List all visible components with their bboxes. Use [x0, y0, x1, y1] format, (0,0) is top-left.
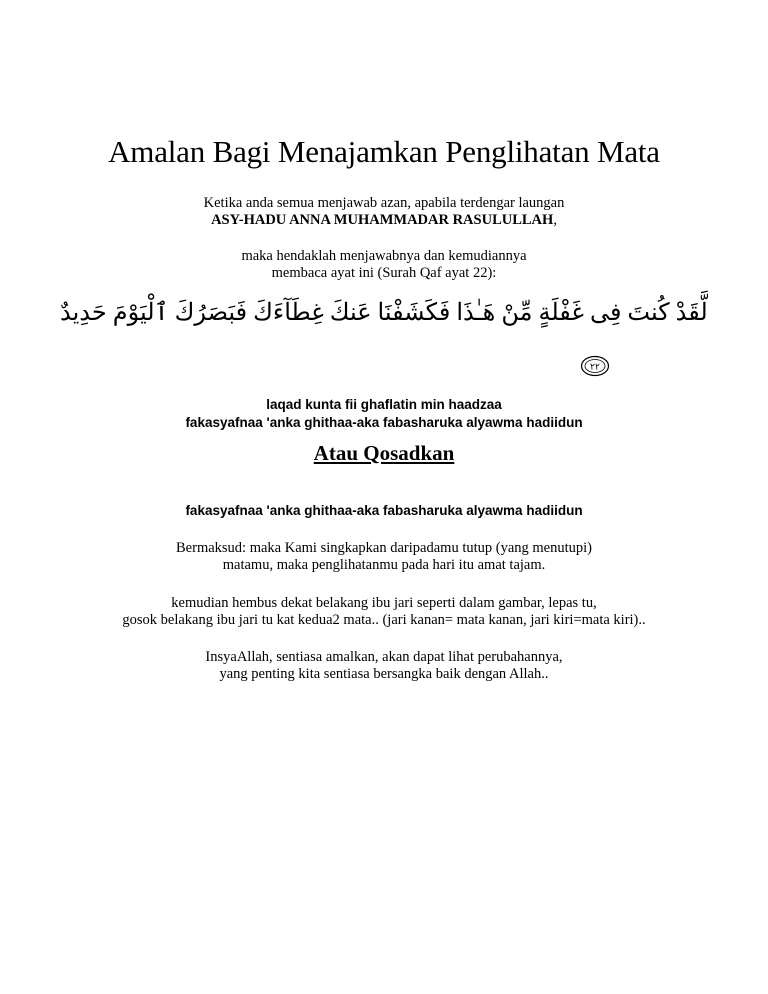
instruction-line-2: membaca ayat ini (Surah Qaf ayat 22): — [271, 265, 497, 281]
intro-line-1: Ketika anda semua menjawab azan, apabila terdengar laungan — [203, 195, 565, 211]
shahada-comma: , — [553, 212, 557, 228]
meaning-line-1: Bermaksud: maka Kami singkapkan daripadamu tutup (yang menutupi) — [176, 540, 592, 556]
arabic-verse: لَّقَدْ كُنتَ فِى غَفْلَةٍ مِّنْ هَـٰذَا فَكَشَفْنَا عَنكَ غِطَآءَكَ فَبَصَرُكَ ٱلْيَوْمَ حَدِيدٌ — [60, 300, 708, 326]
ayah-number: ٢٢ — [590, 362, 600, 373]
shahada-text: ASY-HADU ANNA MUHAMMADAR RASULULLAH — [211, 212, 554, 228]
closing-line-2: yang penting kita sentiasa bersangka baik dengan Allah.. — [219, 666, 549, 682]
transliteration-alt: fakasyafnaa 'anka ghithaa-aka fabasharuka alyawma hadiidun — [185, 503, 583, 518]
steps-line-2: gosok belakang ibu jari tu kat kedua2 mata.. (jari kanan= mata kanan, jari kiri=mata kiri).. — [122, 612, 646, 628]
transliteration-line-2: fakasyafnaa 'anka ghithaa-aka fabasharuka alyawma hadiidun — [185, 415, 583, 430]
ayah-number-mark — [580, 355, 610, 377]
section-heading-atau-qosadkan: Atau Qosadkan — [313, 441, 455, 465]
page-title: Amalan Bagi Menajamkan Penglihatan Mata — [108, 134, 660, 169]
instruction-line-1: maka hendaklah menjawabnya dan kemudiannya — [241, 248, 527, 264]
meaning-line-2: matamu, maka penglihatanmu pada hari itu amat tajam. — [222, 557, 546, 573]
intro-line-2 — [0, 212, 768, 229]
steps-line-1: kemudian hembus dekat belakang ibu jari seperti dalam gambar, lepas tu, — [171, 595, 597, 611]
closing-line-1: InsyaAllah, sentiasa amalkan, akan dapat lihat perubahannya, — [205, 649, 563, 665]
transliteration-line-1: laqad kunta fii ghaflatin min haadzaa — [266, 397, 502, 412]
